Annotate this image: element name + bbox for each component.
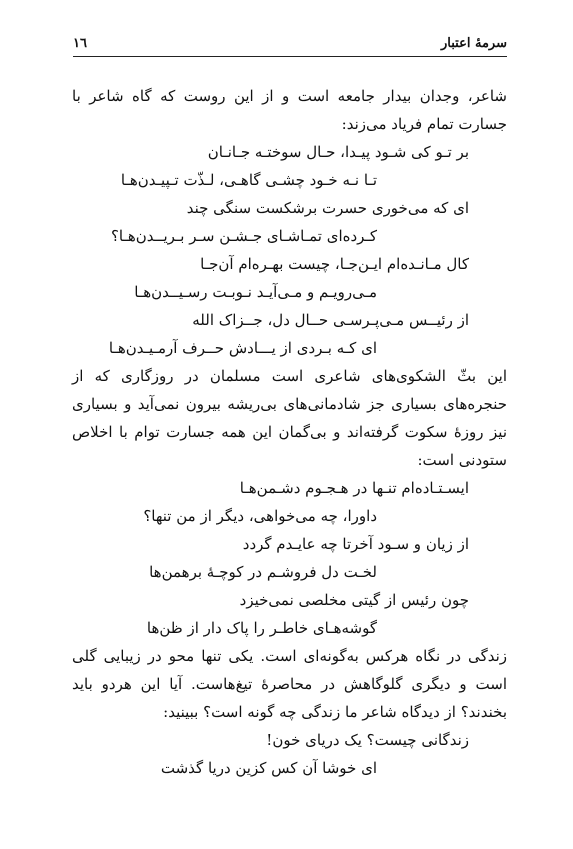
verse-line: داورا، چه می‌خواهی، دیگر از من تنها؟: [143, 507, 377, 525]
verse-line: ای خوشا آن کس کزین دریا گذشت: [160, 759, 377, 777]
verse-line: چون رئیس از گیتی مخلصی نمی‌خیزد: [239, 591, 469, 609]
verse-line: از رئیــس مـی‌پـرسـی حــال دل، جــزاک الله: [192, 311, 469, 329]
paragraph-intro: شاعر، وجدان بیدار جامعه است و از این روست که گاه شاعر با جسارت تمام فریاد می‌زند:: [72, 87, 507, 133]
verse-line: کال مـانـده‌ام ایـن‌جـا، چیست بهـره‌ام آن‌جـا: [200, 255, 469, 273]
page-header: [73, 32, 507, 57]
poem-stanza-2: [72, 474, 507, 642]
verse-line: لخـت دل فروشـم در کوچـهٔ برهمن‌ها: [149, 563, 377, 581]
verse-line: از زیان و سـود آخرتا چه عایـدم گردد: [242, 535, 469, 553]
verse-line: ای که می‌خوری حسرت برشکست سنگی چند: [186, 199, 469, 217]
verse-line: مـی‌رویـم و مـی‌آیـد نـوبـت رسـیــدن‌هـا: [134, 283, 377, 301]
verse-line: بر تـو کی شـود پیـدا، حـال سوختـه جـانـان: [207, 143, 469, 161]
running-title: سرمهٔ اعتبار: [441, 36, 507, 51]
poem-stanza-1: [72, 138, 507, 362]
verse-line: تـا نـه خـود چشـی گاهـی، لـذّت تـپیـدن‌هـا: [120, 171, 377, 189]
verse-line: گوشه‌هـای خاطـر را پاک دار از ظن‌ها: [146, 619, 377, 637]
poem-stanza-3: [72, 726, 507, 782]
verse-line: ای کـه بـردی از یـــادش حــرف آرمـیـدن‌هـا: [108, 339, 377, 357]
paragraph-commentary: این بثّ الشکوی‌های شاعری است مسلمان در روزگاری که از حنجره‌های بسیاری جز شادمانی‌های بی‌ریشه بیرون نمی‌آید و بسیاری نیز روزهٔ سکوت گرفته‌اند و بی‌گمان این همه جسارت توام با اخلاص ستودنی است:: [72, 367, 507, 469]
verse-line: کـرده‌ای تمـاشـای جـشـن سـر بـریــدن‌هـا؟: [110, 227, 377, 245]
paragraph-life: زندگی در نگاه هرکس به‌گونه‌ای است. یکی تنها محو در زیبایی گلی است و دیگری گلوگاهش در محاصرهٔ تیغ‌هاست. آیا این هردو باید بخندند؟ از دیدگاه شاعر ما زندگی چه گونه است؟ ببینید:: [72, 647, 507, 721]
page-number: ١٦: [73, 36, 87, 51]
verse-line: ایسـتـاده‌ام تنـها در هـجـوم دشـمن‌هـا: [239, 479, 469, 497]
page-body: [72, 82, 507, 782]
verse-line: زندگانی چیست؟ یک دریای خون!: [266, 731, 469, 749]
